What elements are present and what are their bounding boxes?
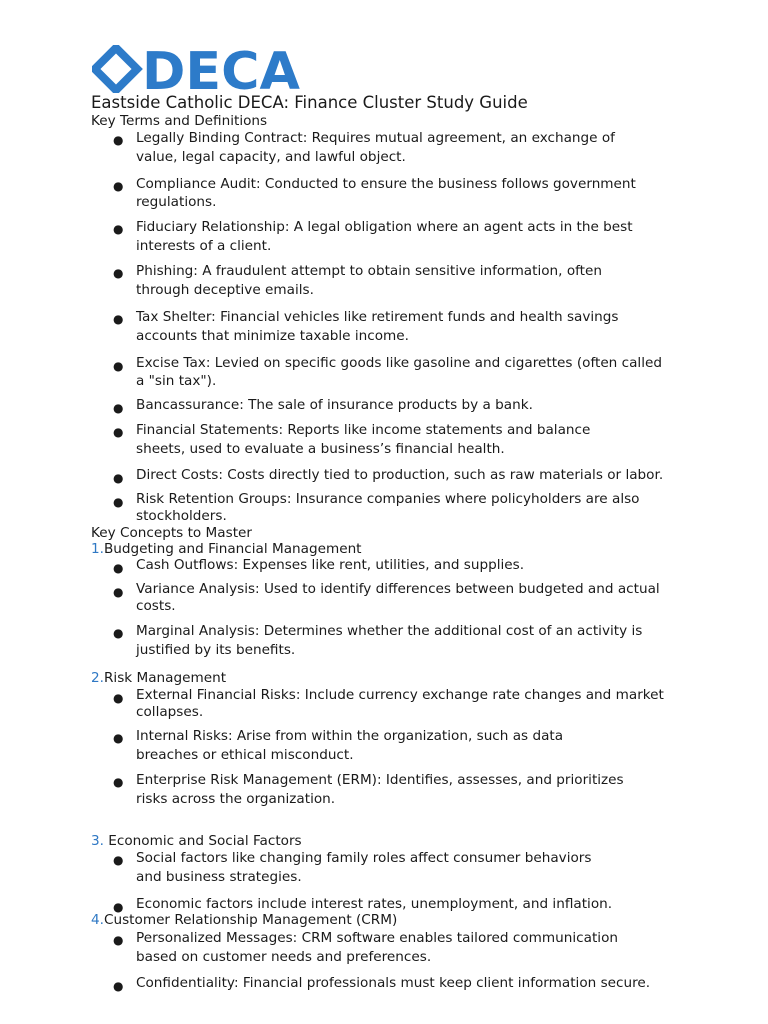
bullet-icon: ● <box>113 775 124 789</box>
bullet-icon: ● <box>113 731 124 745</box>
list-item: Direct Costs: Costs directly tied to production, such as raw materials or labor. <box>136 467 664 483</box>
list-item: Social factors like changing family roles affect consumer behaviors and business strategies. <box>136 850 592 886</box>
list-item-continuation: regulations. <box>136 194 217 210</box>
list-item: Legally Binding Contract: Requires mutual agreement, an exchange of value, legal capacity, and lawful object. <box>136 130 615 166</box>
bullet-icon: ● <box>113 222 124 236</box>
bullet-icon: ● <box>113 561 124 575</box>
list-item-continuation: costs. <box>136 598 176 614</box>
section-heading-risk: 2.Risk Management <box>91 670 227 686</box>
list-item-continuation: a "sin tax"). <box>136 373 217 389</box>
page-title: Eastside Catholic DECA: Finance Cluster Study Guide <box>91 93 528 112</box>
list-item-continuation: stockholders. <box>136 508 227 524</box>
list-item: Financial Statements: Reports like income statements and balance sheets, used to evaluate a business’s financial health. <box>136 422 591 458</box>
list-item-continuation: collapses. <box>136 704 204 720</box>
bullet-icon: ● <box>113 585 124 599</box>
list-item: Variance Analysis: Used to identify differences between budgeted and actual <box>136 581 660 597</box>
key-terms-heading: Key Terms and Definitions <box>91 113 268 129</box>
bullet-icon: ● <box>113 979 124 993</box>
section-heading-crm: 4.Customer Relationship Management (CRM) <box>91 912 398 928</box>
bullet-icon: ● <box>113 853 124 867</box>
list-item: Enterprise Risk Management (ERM): Identifies, assesses, and prioritizes risks across the organization. <box>136 772 624 808</box>
list-item: Compliance Audit: Conducted to ensure the business follows government <box>136 176 636 192</box>
deca-logo <box>92 45 302 93</box>
bullet-icon: ● <box>113 401 124 415</box>
list-item: Confidentiality: Financial professionals must keep client information secure. <box>136 975 651 991</box>
bullet-icon: ● <box>113 179 124 193</box>
list-item: Excise Tax: Levied on specific goods like gasoline and cigarettes (often called <box>136 355 662 371</box>
list-item: Cash Outflows: Expenses like rent, utilities, and supplies. <box>136 557 525 573</box>
bullet-icon: ● <box>113 359 124 373</box>
bullet-icon: ● <box>113 471 124 485</box>
section-heading-budgeting: 1.Budgeting and Financial Management <box>91 541 362 557</box>
bullet-icon: ● <box>113 266 124 280</box>
bullet-icon: ● <box>113 133 124 147</box>
list-item: Marginal Analysis: Determines whether the additional cost of an activity is justified by its benefits. <box>136 623 643 659</box>
list-item: Economic factors include interest rates, unemployment, and inflation. <box>136 896 613 912</box>
bullet-icon: ● <box>113 312 124 326</box>
list-item: Tax Shelter: Financial vehicles like retirement funds and health savings accounts that minimize taxable income. <box>136 309 619 345</box>
bullet-icon: ● <box>113 933 124 947</box>
key-concepts-heading: Key Concepts to Master <box>91 525 252 541</box>
bullet-icon: ● <box>113 900 124 914</box>
section-heading-economic: 3. Economic and Social Factors <box>91 833 302 849</box>
list-item: Personalized Messages: CRM software enables tailored communication based on customer needs and preferences. <box>136 930 619 966</box>
list-item: Fiduciary Relationship: A legal obligation where an agent acts in the best interests of a client. <box>136 219 633 255</box>
list-item: Risk Retention Groups: Insurance companies where policyholders are also <box>136 491 640 507</box>
list-item: Internal Risks: Arise from within the organization, such as data breaches or ethical misconduct. <box>136 728 564 764</box>
list-item: Bancassurance: The sale of insurance products by a bank. <box>136 397 533 413</box>
bullet-icon: ● <box>113 495 124 509</box>
bullet-icon: ● <box>113 626 124 640</box>
list-item: Phishing: A fraudulent attempt to obtain sensitive information, often through deceptive emails. <box>136 263 602 299</box>
bullet-icon: ● <box>113 691 124 705</box>
logo-wordmark: DECA <box>142 45 300 93</box>
list-item: External Financial Risks: Include currency exchange rate changes and market <box>136 687 664 703</box>
bullet-icon: ● <box>113 425 124 439</box>
